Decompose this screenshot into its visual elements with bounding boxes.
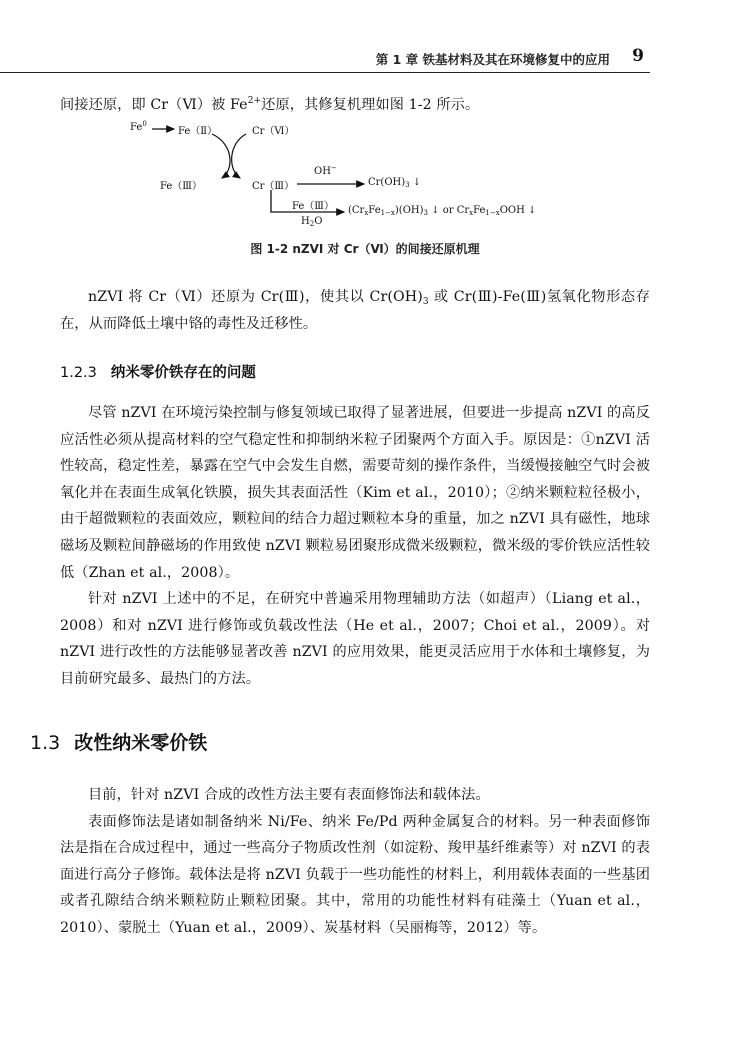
page-number: 9 [632, 46, 644, 66]
arrow-fe2-to-fe3 [212, 134, 230, 178]
section-heading-1-2-3: 1.2.3 纳米零价铁存在的问题 [60, 365, 256, 381]
arrow-cr6-to-cr3 [232, 134, 246, 178]
label-croh3: $Cr(OH)_3$ ↓ [368, 177, 422, 189]
section-heading-1-3: 1.3 改性纳米零价铁 [30, 732, 208, 754]
paragraph-reduction: nZVI 将 Cr（Ⅵ）还原为 Cr(Ⅲ)，使其以 $Cr(OH)_3$ 或 Cr(Ⅲ)-Fe(Ⅲ)氢氧化物形态存在，从而降低土壤中铬的毒性及迁移性。 [60, 289, 650, 332]
mechanism-diagram [130, 118, 590, 233]
intro-paragraph: 间接还原，即 Cr（Ⅵ）被 $Fe^{2+}$还原，其修复机理如图 1-2 所示。 [60, 96, 480, 113]
running-header [0, 48, 650, 73]
figure-caption: 图 1-2 nZVI 对 Cr（Ⅵ）的间接还原机理 [250, 242, 480, 256]
label-coprecipitate: $(Cr_xFe_{1-x})(OH)_3$ ↓ or $Cr_xFe_{1-x}OOH$ ↓ [348, 205, 537, 217]
label-cr6: Cr（Ⅵ） [252, 126, 295, 137]
label-fe2: Fe（Ⅱ） [178, 126, 218, 137]
label-h2o: $H_2O$ [301, 216, 323, 228]
label-oh: OH− [314, 164, 337, 177]
label-fe0: Fe$^0$ [130, 120, 147, 133]
label-fe3: Fe（Ⅲ） [160, 181, 202, 192]
label-cr3: Cr（Ⅲ） [252, 181, 295, 192]
header-chapter-title: 第 1 章 铁基材料及其在环境修复中的应用 [375, 52, 610, 67]
label-fe3-reagent: Fe（Ⅲ） [292, 201, 334, 212]
paragraph-modification: 目前，针对 nZVI 合成的改性方法主要有表面修饰法和载体法。 表面修饰法是诸如制备纳米 Ni/Fe、纳米 Fe/Pd 两种金属复合的材料。另一种表面修饰法是指在合成过程中，通过一些高分子物质改性剂（如淀粉、羧甲基纤维素等）对 nZVI 的表面进行高分子修饰。载体法是将 nZVI 负载于一些功能性的材料上，利用载体表面的一些基团或者孔隙结合纳米颗粒防止颗粒团聚。其中，常用的功能性材料有硅藻土（Yuan et al.，2010）、蒙脱土（Yuan et al.，2009）、炭基材料（吴丽梅等，2012）等。 [60, 787, 650, 936]
paragraph-problems: 尽管 nZVI 在环境污染控制与修复领域已取得了显著进展，但要进一步提高 nZVI 的高反应活性必须从提高材料的空气稳定性和抑制纳米粒子团聚两个方面入手。原因是：①nZVI 活性较高，稳定性差，暴露在空气中会发生自燃，需要苛刻的操作条件，当缓慢接触空气时会被氧化并在表面生成氧化铁膜，损失其表面活性（Kim et al.，2010）；②纳米颗粒粒径极小，由于超微颗粒的表面效应，颗粒间的结合力超过颗粒本身的重量，加之 nZVI 具有磁性，地球磁场及颗粒间静磁场的作用致使 nZVI 颗粒易团聚形成微米级颗粒，微米级的零价铁应活性较低（Zhan et al.，2008）。 针对 nZVI 上述中的不足，在研究中普遍采用物理辅助方法（如超声）（Liang et al.，2008）和对 nZVI 进行修饰或负载改性法（He et al.，2007；Choi et al.，2009）。对 nZVI 进行改性的方法能够显著改善 nZVI 的应用效果，能更灵活应用于水体和土壤修复，为目前研究最多、最热门的方法。 [60, 405, 650, 687]
